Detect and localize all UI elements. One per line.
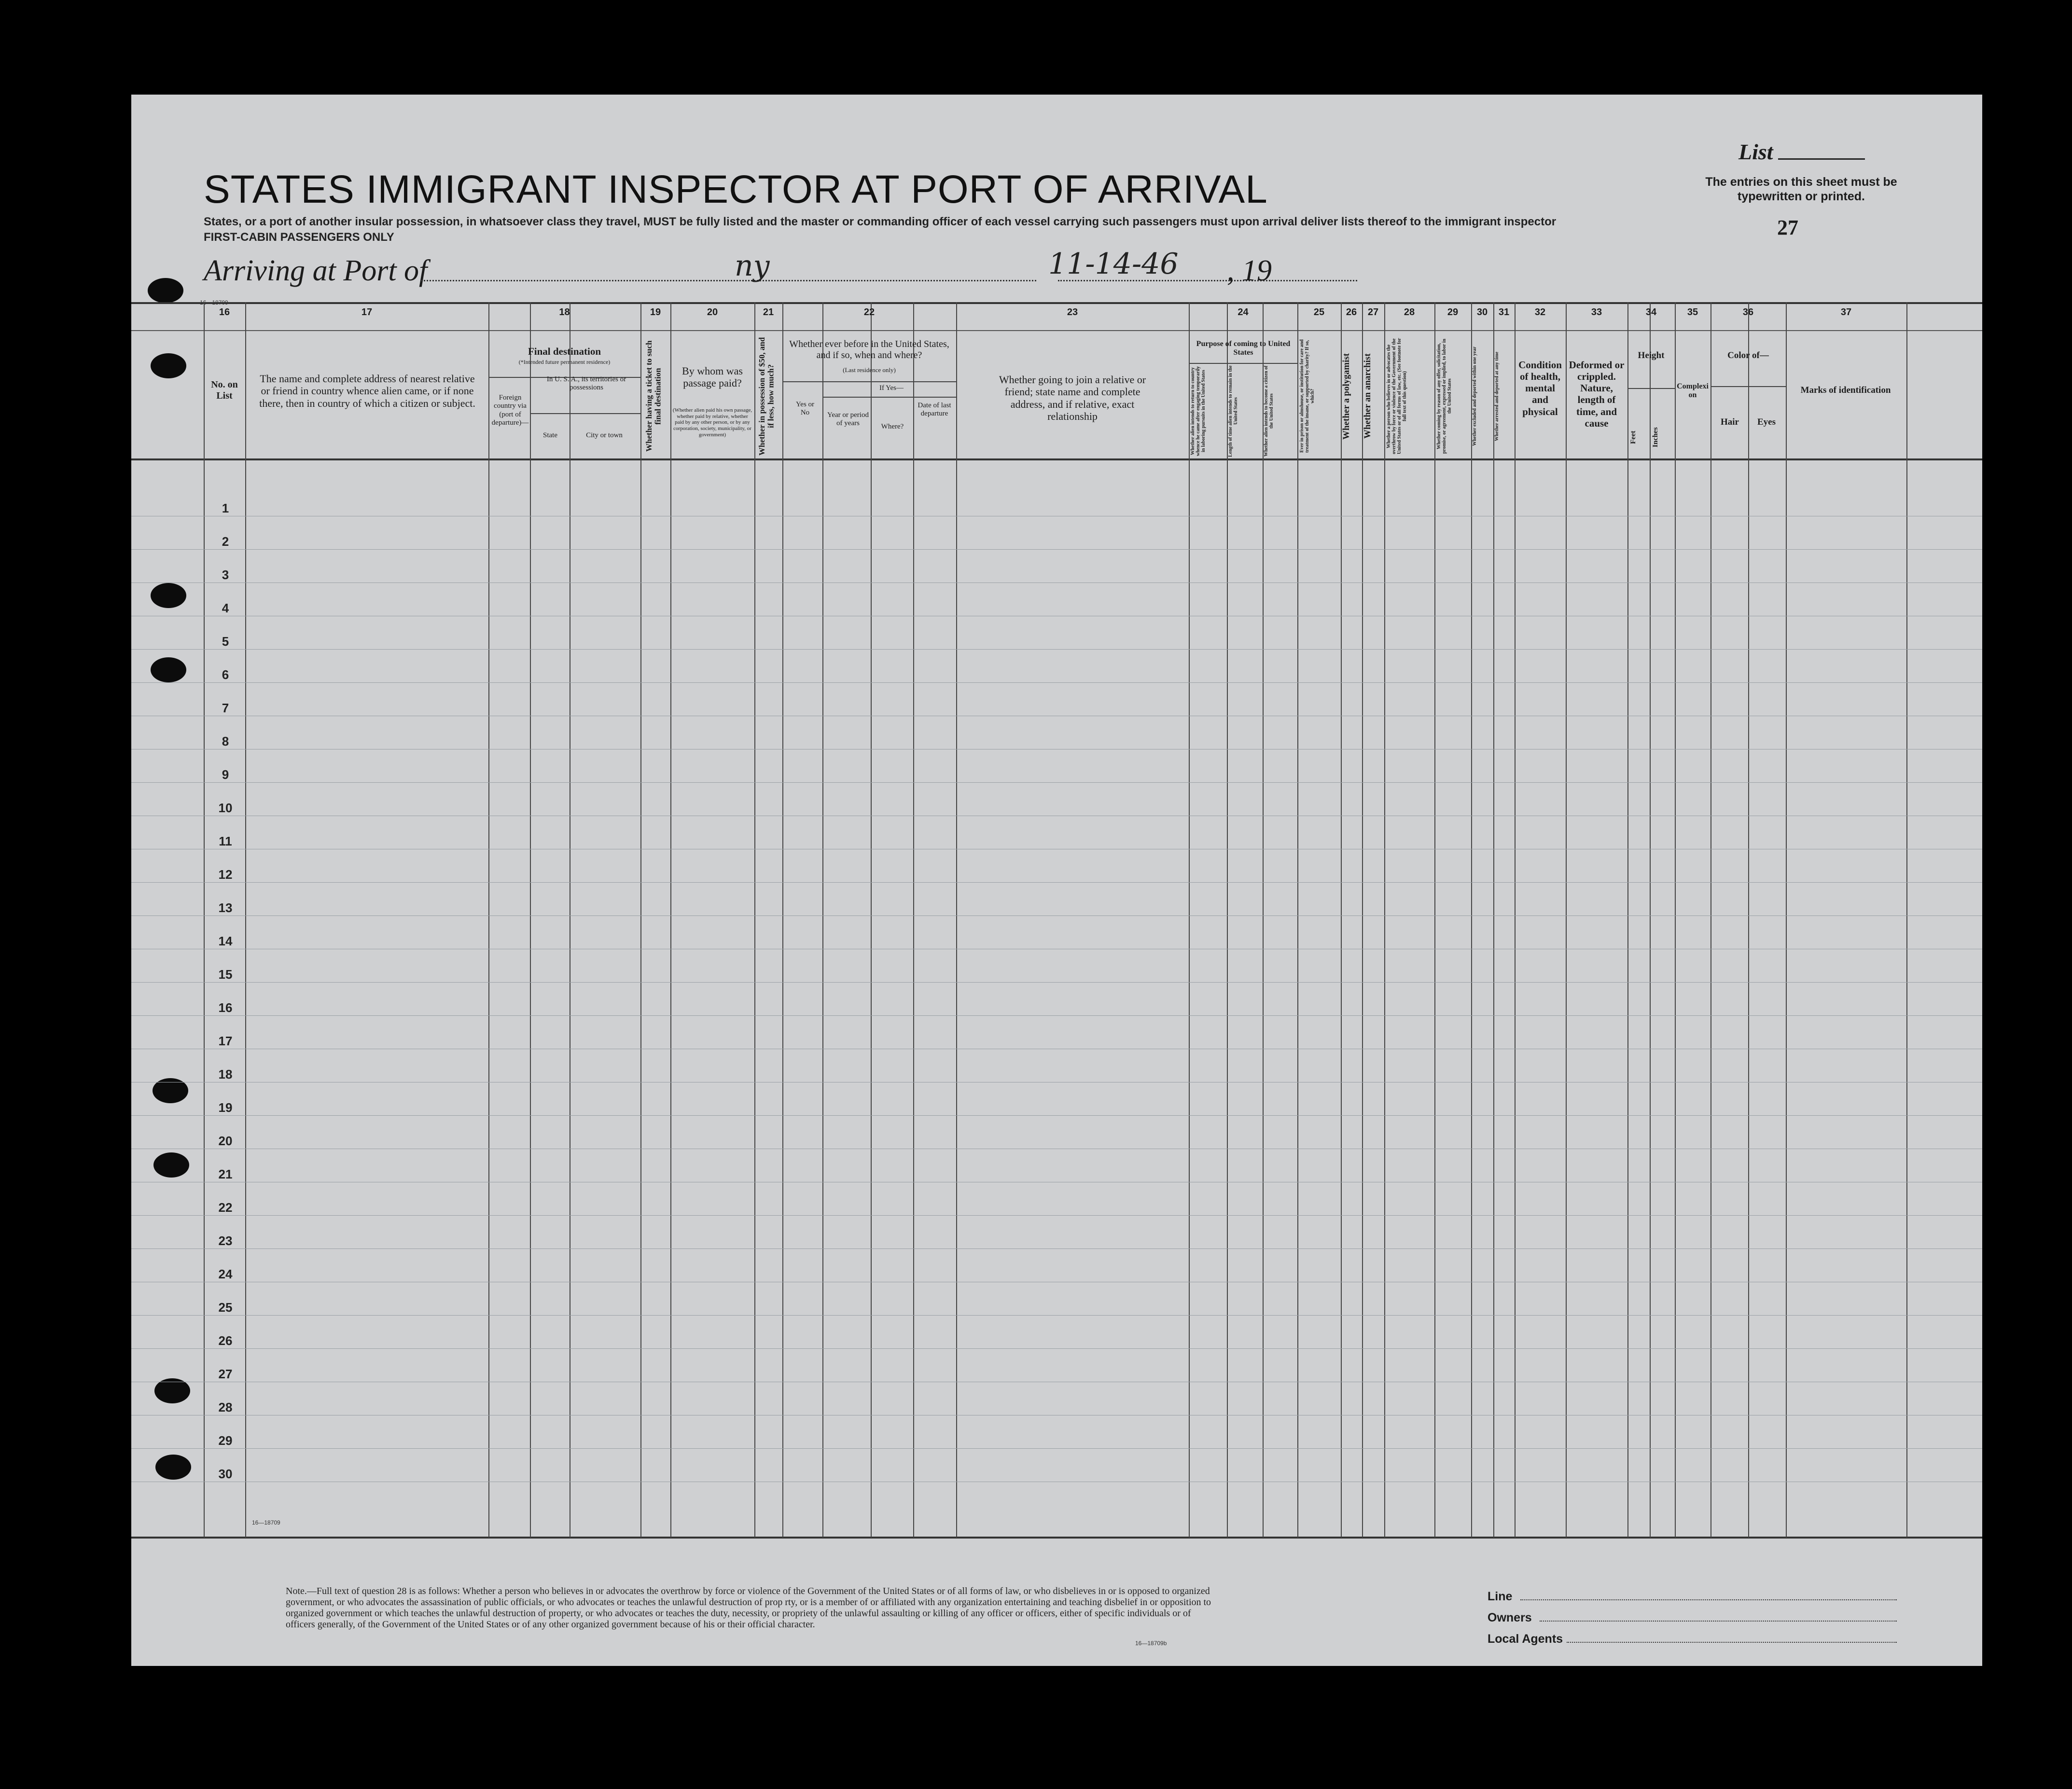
row-number: 13 [218, 901, 233, 915]
row-number: 14 [218, 934, 233, 948]
header-labor-offer: Whether coming by reason of any offer, solicitation, promise, or agreement, expressed or implied, to labor in the United States [1436, 338, 1452, 454]
punch-hole [153, 1152, 189, 1178]
header-polygamist: Whether a polygamist [1341, 353, 1351, 440]
row-number: 8 [222, 734, 229, 749]
colnum-34: 34 [1645, 307, 1657, 318]
row-number: 6 [222, 667, 229, 682]
local-agents-label: Local Agents [1488, 1632, 1563, 1646]
row-number: 20 [218, 1134, 233, 1148]
header-overthrow: Whether a person who believes in or advocates the overthrow by force or violence of the Government of the United States or of all forms of law, etc. (See footnote for full text of this question) [1386, 338, 1407, 455]
subheader-rule [782, 381, 956, 382]
row-number: 24 [218, 1267, 233, 1281]
colnum-26: 26 [1346, 307, 1357, 318]
header-anarchist: Whether an anarchist [1363, 353, 1373, 439]
header-where: Where? [881, 423, 904, 430]
header-if-yes: If Yes— [879, 384, 904, 392]
header-purpose-length: Length of time alien intends to remain in the United States [1228, 365, 1238, 457]
column-rule [1515, 302, 1516, 1538]
line-label: Line [1488, 1590, 1513, 1603]
row-number: 27 [218, 1367, 233, 1381]
column-rule [913, 302, 914, 1538]
page-number: 27 [1777, 216, 1798, 239]
row-number: 3 [222, 568, 229, 582]
row-number: 1 [222, 501, 229, 515]
form-code-bottom: 16—18709 [252, 1519, 280, 1526]
row-number: 10 [218, 801, 233, 815]
row-number: 5 [222, 634, 229, 649]
column-rule [1710, 302, 1711, 1538]
column-rule [1384, 302, 1385, 1538]
subheader-rule [1189, 363, 1297, 364]
list-label: List [1738, 139, 1773, 164]
colnum-16: 16 [219, 307, 230, 318]
form-code-note: 16—18709b [1135, 1640, 1167, 1647]
row-number: 15 [218, 967, 233, 982]
column-rule [1566, 302, 1567, 1538]
table-row [131, 682, 1982, 683]
colnum-17: 17 [361, 307, 373, 318]
header-city-or-town: City or town [586, 431, 623, 439]
column-rule [1493, 302, 1494, 1538]
year-prefix: , 19 [1227, 254, 1272, 287]
table-row [131, 782, 1982, 783]
form-title: STATES IMMIGRANT INSPECTOR AT PORT OF ARRIVAL [204, 167, 1268, 211]
colnum-35: 35 [1687, 307, 1698, 318]
column-rule [754, 302, 755, 1538]
header-yes-or-no: Yes or No [795, 401, 815, 417]
header-passage-paid: By whom was passage paid? [682, 365, 743, 389]
punch-hole [148, 278, 183, 303]
year-prefix-text: 19 [1242, 254, 1272, 287]
row-number: 4 [222, 601, 229, 615]
row-number: 26 [218, 1333, 233, 1348]
column-rule [1906, 302, 1907, 1538]
row-number: 11 [219, 834, 232, 848]
colnum-31: 31 [1498, 307, 1510, 318]
colnum-18: 18 [559, 307, 570, 318]
subheader-rule [1627, 388, 1675, 389]
cabin-class-line: FIRST-CABIN PASSENGERS ONLY [204, 231, 394, 244]
header-eyes: Eyes [1757, 417, 1776, 427]
row-number: 17 [218, 1034, 233, 1048]
header-ever-before-note: (Last residence only) [843, 366, 896, 374]
colnum-21: 21 [763, 307, 774, 318]
column-rule [204, 302, 205, 1538]
colnum-23: 23 [1067, 307, 1078, 318]
row-number: 25 [218, 1300, 233, 1315]
colnum-29: 29 [1447, 307, 1459, 318]
colnum-33: 33 [1591, 307, 1602, 318]
column-rule [782, 302, 783, 1538]
colnum-25: 25 [1313, 307, 1325, 318]
row-number: 7 [222, 701, 229, 715]
column-rule [488, 302, 489, 1538]
row-number: 19 [218, 1100, 233, 1115]
colnum-32: 32 [1534, 307, 1546, 318]
header-foreign-country: Foreign country via (port of departure)— [491, 394, 529, 427]
row-number: 12 [218, 867, 233, 882]
column-rule [956, 302, 957, 1538]
header-date-departure: Date of last departure [918, 402, 951, 418]
column-rule [670, 302, 671, 1538]
column-rule [1471, 302, 1472, 1538]
colnum-30: 30 [1476, 307, 1488, 318]
header-marks: Marks of identification [1800, 385, 1891, 395]
table-row [131, 1448, 1982, 1449]
column-rule [1675, 302, 1676, 1538]
header-passage-paid-note: (Whether alien paid his own passage, whether paid by relative, whether paid by any other person, or by any corporation, society, municipality, or government) [672, 407, 752, 438]
header-bottom-border [131, 458, 1982, 460]
punch-hole [151, 657, 186, 682]
column-rule [822, 302, 823, 1538]
header-excluded: Whether excluded and deported within one year [1472, 347, 1477, 446]
colnum-border [131, 330, 1982, 331]
header-deformed: Deformed or crippled. Nature, length of time, and cause [1569, 359, 1625, 429]
header-purpose: Purpose of coming to United States [1196, 340, 1291, 357]
row-number: 9 [222, 767, 229, 782]
port-blank [421, 280, 1036, 281]
table-row [131, 915, 1982, 916]
instruction-line: States, or a port of another insular possession, in whatsoever class they travel, MUST be fully listed and the master or commanding officer of each vessel carrying such passengers must upon arrival deliver lists thereof to the immigrant inspector [204, 215, 1557, 228]
column-rule [871, 302, 872, 1538]
header-purpose-return: Whether alien intends to return to country whence he came after engaging temporarily in laboring pursuits in the United States [1190, 366, 1206, 457]
entries-note: The entries on this sheet must be typewritten or printed. [1705, 175, 1897, 203]
owners-blank [1540, 1621, 1897, 1622]
table-row [131, 582, 1982, 583]
footnote-question-28: Note.—Full text of question 28 is as follows: Whether a person who believes in or advocates the overthrow by force or violence of the Government of the United States or of all forms of law, or who disbelieves in or is opposed to organized government, or who advocates the assassination of public officials, or who advocates or teaches the unlawful destruction of prop rty, or is a member of or affiliated with any organization entertaining and teaching disbelief in or opposition to organized government or which teaches the unlawful destruction of property, or who advocates or teaches the duty, necessity, or propriety of the unlawful assaulting or killing of any officer or officers, either of specific individuals or of officers generally, of the Government of the United States or of any other organized government because of his or their official character. [286, 1586, 1211, 1630]
column-rule [1189, 302, 1190, 1538]
list-blank [1778, 158, 1865, 160]
column-rule [640, 302, 641, 1538]
arriving-label: Arriving at Port of [204, 254, 428, 287]
header-purpose-citizen: Whether alien intends to become a citizen of the United States [1264, 365, 1274, 457]
port-handwritten: ny [735, 249, 770, 283]
row-number: 28 [218, 1400, 233, 1415]
header-inches: Inches [1652, 427, 1659, 447]
punch-hole [151, 353, 186, 378]
column-rule [245, 302, 246, 1538]
column-rule [1263, 302, 1264, 1538]
colnum-37: 37 [1840, 307, 1852, 318]
table-bottom-border [131, 1537, 1982, 1539]
column-rule [1627, 302, 1628, 1538]
table-row [131, 1348, 1982, 1349]
column-rule [1227, 302, 1228, 1538]
line-blank [1520, 1599, 1897, 1600]
header-health: Condition of health, mental and physical [1518, 359, 1562, 417]
header-height: Height [1638, 350, 1665, 361]
column-rule [1650, 302, 1651, 1538]
column-rule [1297, 302, 1298, 1538]
row-number: 23 [218, 1234, 233, 1248]
row-number: 2 [222, 534, 229, 549]
header-state: State [543, 431, 557, 439]
column-rule [1362, 302, 1363, 1538]
header-arrested: Whether arrested and deported at any time [1494, 351, 1500, 441]
header-ticket: Whether having a ticket to such final destination [644, 340, 663, 452]
column-rule [1434, 302, 1435, 1538]
header-complexion: Complexion [1677, 382, 1709, 400]
column-rule [530, 302, 531, 1538]
subheader-rule [822, 397, 956, 398]
colnum-19: 19 [650, 307, 661, 318]
header-hair: Hair [1721, 417, 1739, 427]
row-number: 21 [218, 1167, 233, 1181]
table-row [131, 1215, 1982, 1216]
manifest-sheet [131, 95, 1982, 1666]
header-nearest-relative: The name and complete address of nearest relative or friend in country whence alien came, or if none there, then in country of which a citizen or subject. [259, 373, 475, 409]
colnum-20: 20 [707, 307, 718, 318]
colnum-28: 28 [1404, 307, 1415, 318]
header-final-destination-note: (*Intended future permanent residence) [518, 359, 611, 365]
colnum-36: 36 [1742, 307, 1754, 318]
column-rule [1786, 302, 1787, 1538]
column-rule [1341, 302, 1342, 1538]
colnum-22: 22 [863, 307, 875, 318]
punch-hole [151, 583, 186, 608]
table-row [131, 549, 1982, 550]
punch-hole [155, 1455, 191, 1480]
table-row [131, 1015, 1982, 1016]
column-rule [1748, 302, 1749, 1538]
table-row [131, 1315, 1982, 1316]
row-number: 22 [218, 1200, 233, 1215]
header-ever-before: Whether ever before in the United States, and if so, when and where? [789, 339, 949, 361]
table-row [131, 982, 1982, 983]
row-number: 30 [218, 1467, 233, 1481]
table-top-border [131, 302, 1982, 304]
subheader-rule [530, 413, 640, 414]
header-feet: Feet [1629, 430, 1637, 444]
header-prison: Ever in prison or almshouse, or institution for care and treatment of the insane, or supported by charity? If so, which? [1299, 339, 1315, 453]
colnum-24: 24 [1238, 307, 1249, 318]
header-in-usa: In U. S. A., its territories or possessions [546, 375, 626, 392]
header-final-destination: Final destination [528, 346, 601, 357]
colnum-27: 27 [1367, 307, 1379, 318]
table-row [131, 649, 1982, 650]
header-fifty-dollars: Whether in possession of $50, and if less, how much? [757, 337, 776, 456]
date-handwritten: 11-14-46 [1048, 247, 1179, 281]
header-join-relative: Whether going to join a relative or friend; state name and complete address, and if relative, exact relationship [999, 374, 1146, 422]
local-agents-blank [1567, 1642, 1897, 1643]
header-color-of: Color of— [1727, 350, 1769, 361]
row-number: 29 [218, 1433, 233, 1448]
table-row [131, 882, 1982, 883]
row-number: 16 [218, 1000, 233, 1015]
header-no-on-list: No. on List [211, 379, 238, 401]
owners-label: Owners [1488, 1611, 1532, 1624]
subheader-rule [1710, 386, 1786, 387]
header-year-period: Year or period of years [827, 411, 869, 428]
table-row [131, 1115, 1982, 1116]
table-row [131, 1248, 1982, 1249]
row-number: 18 [218, 1067, 233, 1082]
